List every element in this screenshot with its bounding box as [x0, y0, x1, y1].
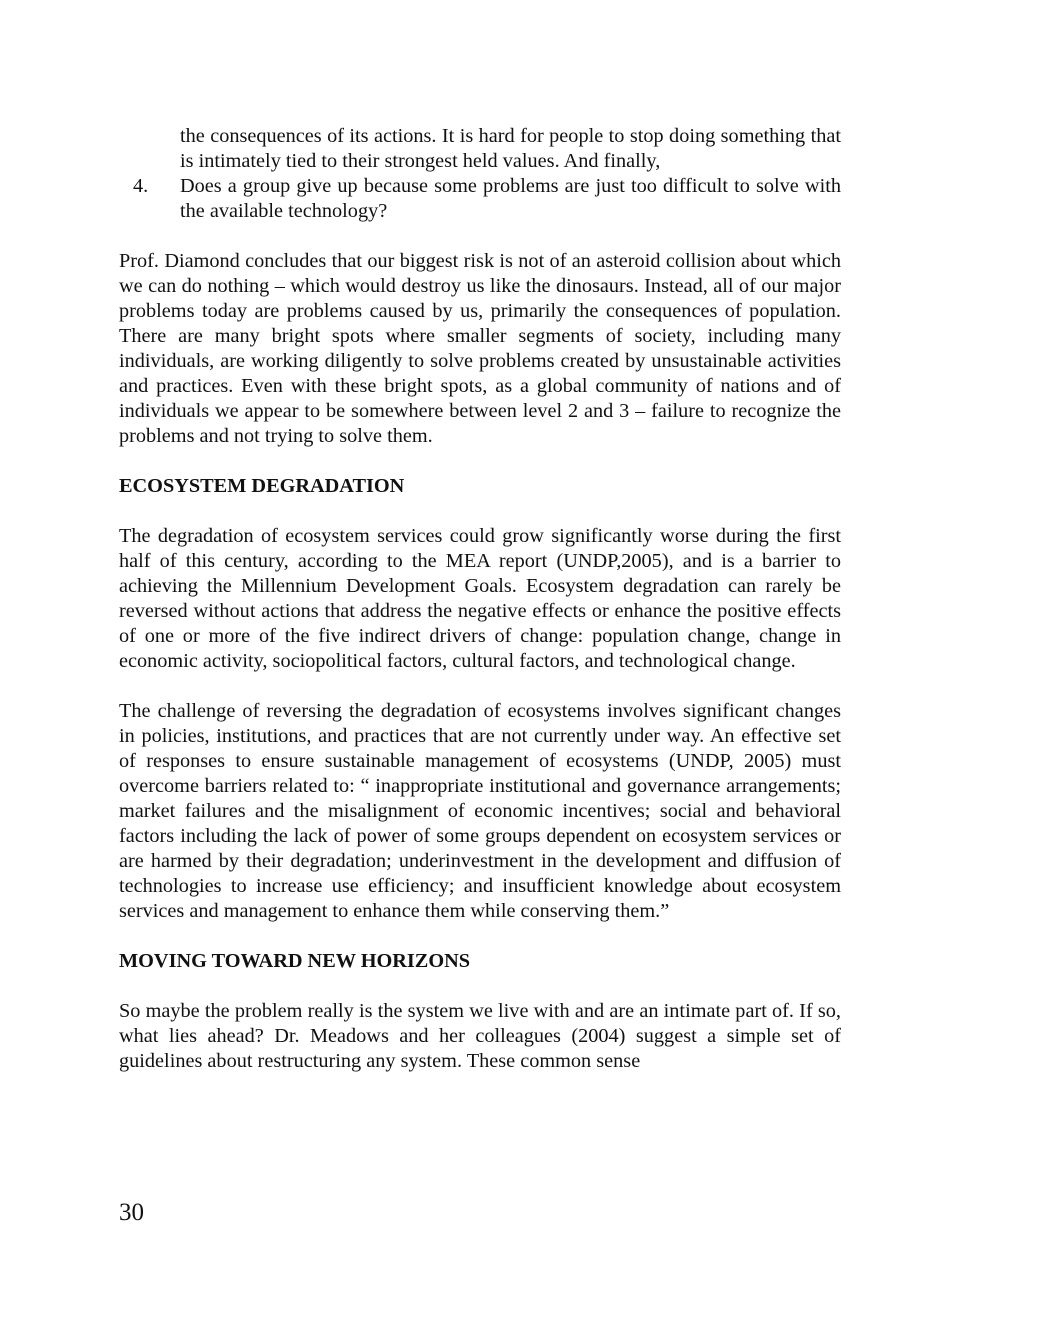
- page-number: 30: [119, 1199, 144, 1226]
- section-heading-ecosystem-degradation: ECOSYSTEM DEGRADATION: [119, 475, 405, 497]
- list-item-text: the consequences of its actions. It is hard for people to stop doing something that is intimately tied to their strongest held values. And finally,: [180, 125, 841, 172]
- paragraph-diamond-conclusion: Prof. Diamond concludes that our biggest risk is not of an asteroid collision about which we can do nothing – which would destroy us like the dinosaurs. Instead, all of our major problems today are problems caused by us, primarily the consequences of population. There are many bright spots where smaller segments of society, including many individuals, are working diligently to solve problems created by unsustainable activities and practices. Even with these bright spots, as a global community of nations and of individuals we appear to be somewhere between level 2 and 3 – failure to recognize the problems and not trying to solve them.: [119, 250, 841, 447]
- list-item-number: 4.: [133, 175, 149, 197]
- paragraph-system-restructuring: So maybe the problem really is the system we live with and are an intimate part of. If so, what lies ahead? Dr. Meadows and her colleagues (2004) suggest a simple set of guidelines about restructuring any system. These common sense: [119, 1000, 841, 1072]
- paragraph-reversing-challenge: The challenge of reversing the degradation of ecosystems involves significant changes in policies, institutions, and practices that are not currently under way. An effective set of responses to ensure sustainable management of ecosystems (UNDP, 2005) must overcome barriers related to: “ inappropriate institutional and governance arrangements; market failures and the misalignment of economic incentives; social and behavioral factors including the lack of power of some groups dependent on ecosystem services or are harmed by their degradation; underinvestment in the development and diffusion of technologies to increase use efficiency; and insufficient knowledge about ecosystem services and management to enhance them while conserving them.”: [119, 700, 841, 922]
- list-item-4: [119, 174, 841, 224]
- list-item-3-continuation: [119, 124, 841, 174]
- section-heading-new-horizons: MOVING TOWARD NEW HORIZONS: [119, 950, 471, 972]
- list-item-text: Does a group give up because some problems are just too difficult to solve with the available technology?: [180, 175, 841, 222]
- paragraph-ecosystem-services: The degradation of ecosystem services could grow significantly worse during the first half of this century, according to the MEA report (UNDP,2005), and is a barrier to achieving the Millennium Development Goals. Ecosystem degradation can rarely be reversed without actions that address the negative effects or enhance the positive effects of one or more of the five indirect drivers of change: population change, change in economic activity, sociopolitical factors, cultural factors, and technological change.: [119, 525, 841, 672]
- page-body: [119, 124, 841, 1074]
